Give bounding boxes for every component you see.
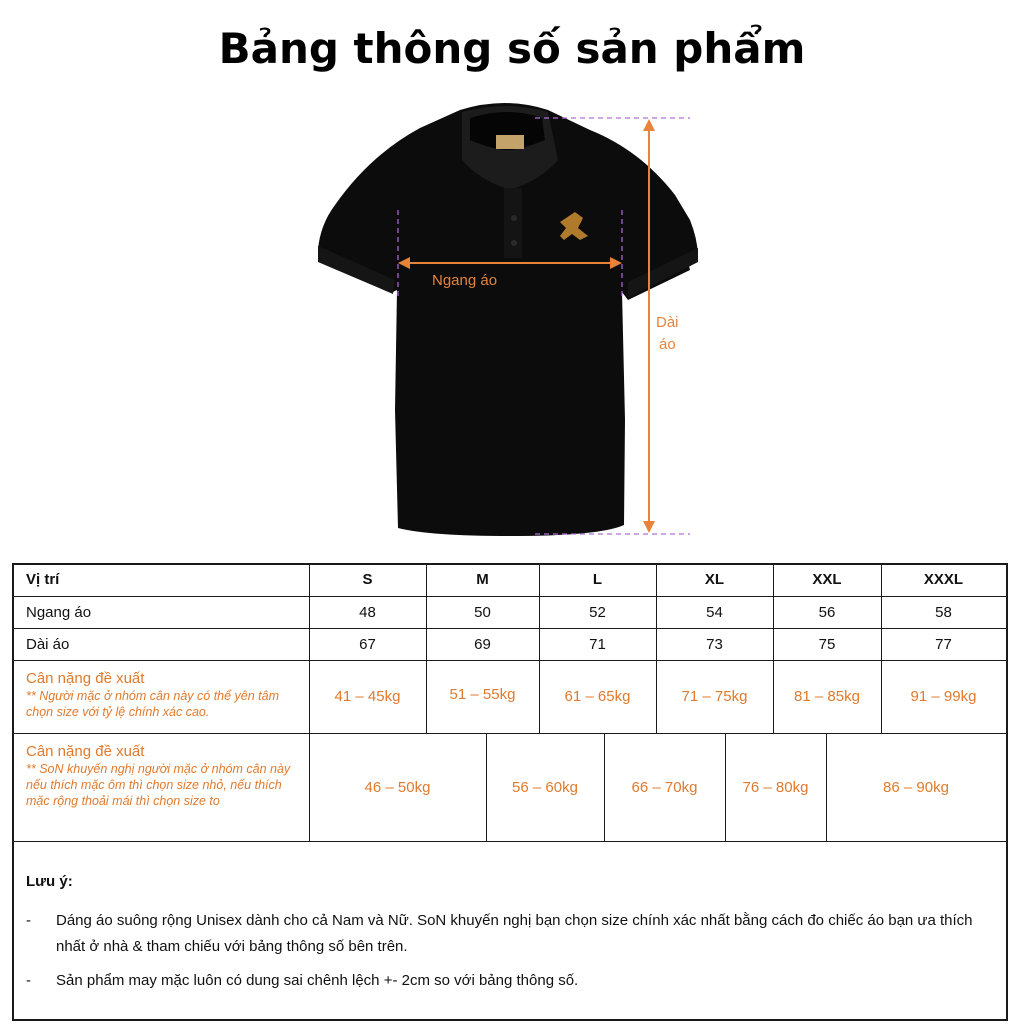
table-cell: 56 xyxy=(818,603,836,621)
table-cell: 66 – 70kg xyxy=(631,778,698,796)
table-cell: 86 – 90kg xyxy=(883,778,949,796)
table-cell: 50 xyxy=(474,603,491,621)
header-size-s: S xyxy=(362,571,373,588)
table-cell: 46 – 50kg xyxy=(364,778,431,796)
note-bullet: - xyxy=(26,912,31,929)
header-size-l: L xyxy=(592,571,603,588)
length-measure-label-1: Dài xyxy=(656,314,679,331)
table-cell: 75 xyxy=(818,635,836,653)
table-cell: 77 xyxy=(935,635,952,653)
header-size-xl: XL xyxy=(704,571,725,588)
table-cell: 71 – 75kg xyxy=(681,688,748,705)
width-measure-label: Ngang áo xyxy=(432,272,498,289)
row-label-length: Dài áo xyxy=(26,635,70,653)
table-cell: 54 xyxy=(706,603,723,621)
header-size-m: M xyxy=(476,571,489,588)
note-text: Dáng áo suông rộng Unisex dành cho cả Nam và Nữ. SoN khuyến nghị bạn chọn size chính xác nhất bằng cách đo chiếc áo bạn ưa thích nhất ở nhà & tham chiếu với bảng thông số bên trên. xyxy=(56,912,973,955)
row-label-width: Ngang áo xyxy=(26,603,92,621)
note-item xyxy=(26,968,996,994)
note-text: Sản phẩm may mặc luôn có dung sai chênh lệch +- 2cm so với bảng thông số. xyxy=(56,972,579,989)
table-cell: 41 – 45kg xyxy=(334,688,401,705)
length-measure-label-2: áo xyxy=(659,336,676,353)
note-item xyxy=(26,908,996,960)
weight-between-title: Cân nặng đề xuất xyxy=(26,743,145,760)
note-bullet: - xyxy=(26,972,31,989)
table-cell: 48 xyxy=(359,603,376,621)
weight-fit-label xyxy=(26,670,298,720)
header-size-xxxl: XXXL xyxy=(923,571,964,588)
header-size-xxl: XXL xyxy=(812,571,842,588)
size-table xyxy=(12,563,1008,1020)
weight-fit-note: ** Người mặc ở nhóm cân này có thể yên tâm chọn size với tỷ lệ chính xác cao. xyxy=(26,689,280,719)
table-cell: 61 – 65kg xyxy=(564,688,631,705)
table-cell: 71 xyxy=(589,635,606,653)
weight-between-label xyxy=(26,743,301,809)
notes-section xyxy=(26,873,996,1002)
table-cell: 81 – 85kg xyxy=(794,688,860,705)
table-cell: 76 – 80kg xyxy=(742,778,809,796)
header-position: Vị trí xyxy=(26,571,60,588)
notes-title: Lưu ý: xyxy=(26,873,73,890)
table-cell: 51 – 55kg xyxy=(449,686,516,703)
table-cell: 69 xyxy=(474,635,491,653)
table-cell: 73 xyxy=(706,635,723,653)
weight-between-note: ** SoN khuyến nghị người mặc ở nhóm cân này nếu thích mặc ôm thì chọn size nhỏ, nếu thích mặc rộng thoải mái thì chọn size to xyxy=(26,762,291,808)
table-cell: 56 – 60kg xyxy=(512,778,578,796)
table-cell: 58 xyxy=(935,603,952,621)
weight-fit-title: Cân nặng đề xuất xyxy=(26,670,145,687)
table-cell: 91 – 99kg xyxy=(910,688,977,705)
table-cell: 67 xyxy=(359,635,376,653)
table-cell: 52 xyxy=(589,603,606,621)
page-title: Bảng thông số sản phẩm xyxy=(218,24,806,73)
